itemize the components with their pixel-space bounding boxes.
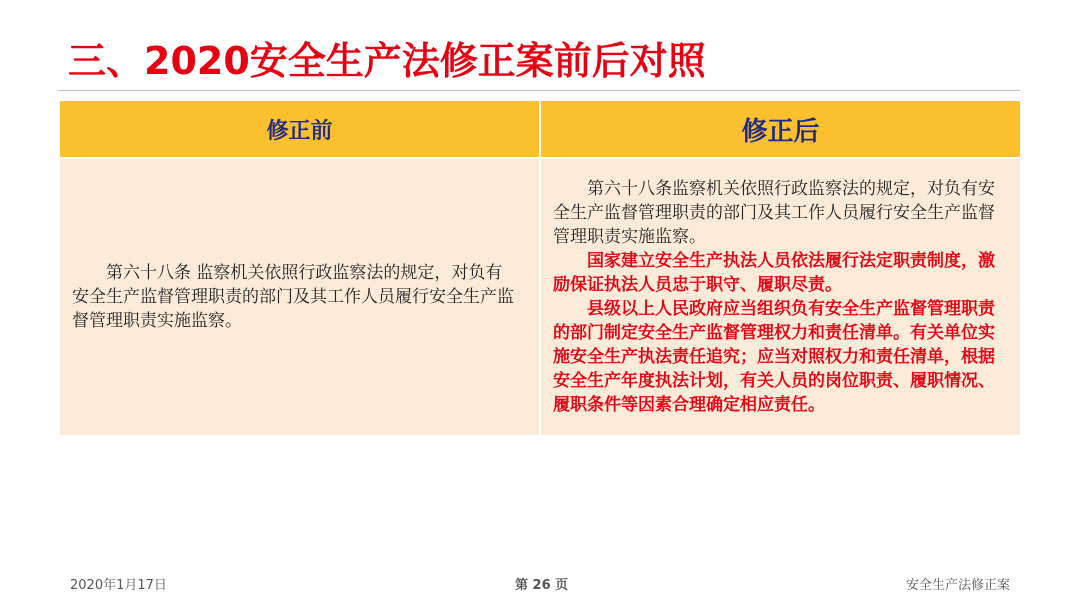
table-header-row — [60, 101, 1020, 158]
slide-title: 三、2020安全生产法修正案前后对照 — [68, 39, 706, 83]
footer-date: 2020年1月17日 — [70, 578, 167, 593]
table-row — [60, 158, 1020, 435]
after-paragraph-amendment-1: 国家建立安全生产执法人员依法履行法定职责制度，激励保证执法人员忠于职守、履职尽责。 — [553, 251, 995, 295]
header-before: 修正前 — [60, 101, 540, 158]
cell-before — [60, 158, 540, 435]
after-paragraph-original: 第六十八条监察机关依照行政监察法的规定，对负有安全生产监督管理职责的部门及其工作人员履行安全生产监督管理职责实施监察。 — [553, 179, 995, 247]
footer-document-name: 安全生产法修正案 — [905, 578, 1010, 593]
after-paragraph-amendment-2: 县级以上人民政府应当组织负有安全生产监督管理职责的部门制定安全生产监督管理权力和责任清单。有关单位实施安全生产执法责任追究；应当对照权力和责任清单，根据安全生产年度执法计划，有关人员的岗位职责、履职情况、履职条件等因素合理确定相应责任。 — [553, 299, 995, 415]
footer-page-number: 第 26 页 — [515, 578, 569, 593]
comparison-table — [60, 101, 1020, 435]
before-article-text: 第六十八条 监察机关依照行政监察法的规定，对负有安全生产监督管理职责的部门及其工作人员履行安全生产监督管理职责实施监察。 — [72, 263, 514, 331]
header-after: 修正后 — [540, 101, 1020, 158]
cell-after — [540, 158, 1020, 435]
after-article-text — [541, 177, 1020, 417]
title-divider — [58, 90, 1020, 91]
